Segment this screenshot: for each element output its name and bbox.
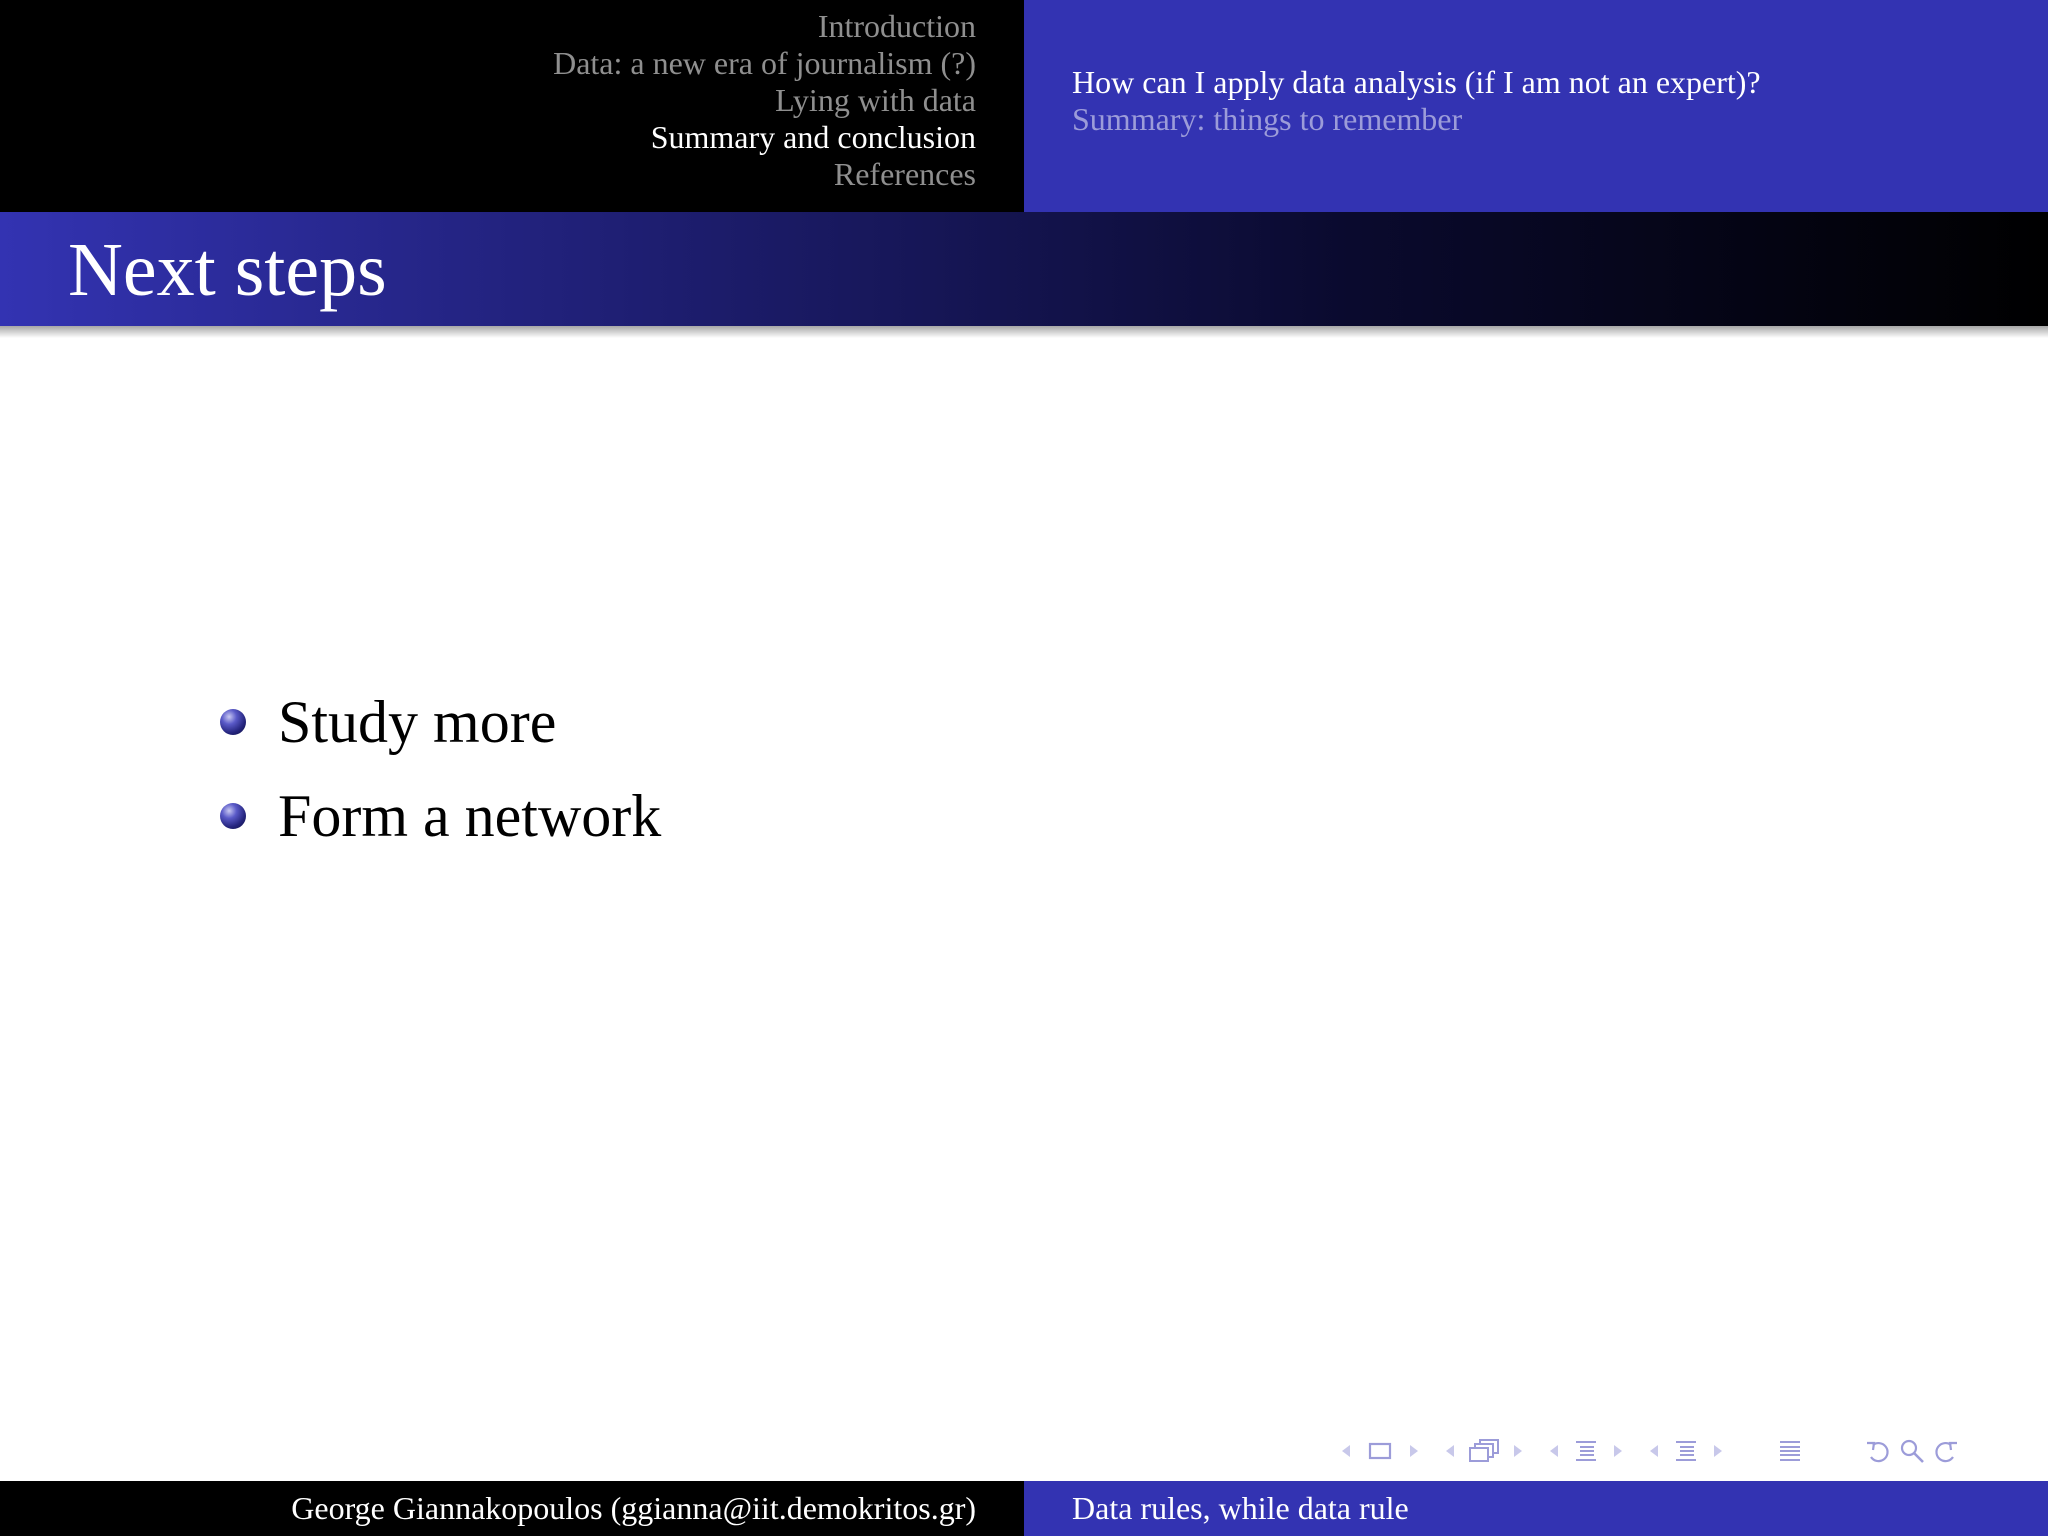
section-link-references[interactable]: References — [833, 156, 976, 192]
beamer-navigation-bar — [1336, 1436, 2036, 1466]
footer-title-panel — [1024, 1481, 2048, 1536]
arrow-right-icon — [1712, 1443, 1724, 1459]
bullet-text: Form a network — [278, 782, 662, 849]
section-navigation — [553, 8, 976, 193]
next-subsection-button[interactable] — [1512, 1443, 1524, 1459]
section-icon — [1574, 1439, 1598, 1463]
footer-author: George Giannakopoulos (ggianna@iit.demokritos.gr) — [291, 1490, 976, 1526]
frame-icon — [1368, 1442, 1392, 1460]
previous-frame-button[interactable] — [1340, 1443, 1352, 1459]
search-button[interactable] — [1898, 1437, 1926, 1465]
header-subsections-panel — [1024, 0, 2048, 212]
list-item — [220, 675, 661, 769]
forward-icon — [1932, 1437, 1960, 1465]
section-link-introduction[interactable]: Introduction — [817, 8, 976, 44]
footer-talk-title: Data rules, while data rule — [1072, 1490, 1409, 1526]
section-link-data-new-era[interactable]: Data: a new era of journalism (?) — [553, 45, 976, 81]
frame-title: Next steps — [68, 228, 387, 312]
frame-button[interactable] — [1368, 1442, 1392, 1460]
previous-section-button[interactable] — [1548, 1443, 1560, 1459]
bullet-ball-icon — [220, 803, 246, 829]
bullet-text: Study more — [278, 688, 557, 755]
next-section-button[interactable] — [1612, 1443, 1624, 1459]
previous-document-section-button[interactable] — [1648, 1443, 1660, 1459]
forward-button[interactable] — [1932, 1437, 1960, 1465]
arrow-left-icon — [1648, 1443, 1660, 1459]
back-button[interactable] — [1864, 1437, 1892, 1465]
search-icon — [1898, 1437, 1926, 1465]
subsection-navigation — [1072, 64, 1761, 138]
subsection-button[interactable] — [1468, 1438, 1500, 1464]
arrow-right-icon — [1408, 1443, 1420, 1459]
arrow-right-icon — [1612, 1443, 1624, 1459]
arrow-left-icon — [1340, 1443, 1352, 1459]
document-icon — [1778, 1439, 1802, 1463]
bullet-list — [220, 675, 661, 863]
arrow-left-icon — [1548, 1443, 1560, 1459]
section-icon — [1674, 1439, 1698, 1463]
document-button[interactable] — [1778, 1439, 1802, 1463]
previous-subsection-button[interactable] — [1444, 1443, 1456, 1459]
list-item — [220, 769, 661, 863]
document-section-button[interactable] — [1674, 1439, 1698, 1463]
subsection-link-summary-things-to-remember[interactable]: Summary: things to remember — [1072, 101, 1463, 137]
next-frame-button[interactable] — [1408, 1443, 1420, 1459]
back-icon — [1864, 1437, 1892, 1465]
arrow-left-icon — [1444, 1443, 1456, 1459]
subsection-link-apply-data-analysis[interactable]: How can I apply data analysis (if I am not an expert)? — [1072, 64, 1761, 100]
header-sections-panel — [0, 0, 1024, 212]
section-link-summary-and-conclusion[interactable]: Summary and conclusion — [650, 119, 976, 155]
section-link-lying-with-data[interactable]: Lying with data — [775, 82, 976, 118]
footer-author-panel — [0, 1481, 1024, 1536]
bullet-ball-icon — [220, 709, 246, 735]
subsection-icon — [1468, 1438, 1500, 1464]
next-document-section-button[interactable] — [1712, 1443, 1724, 1459]
section-button[interactable] — [1574, 1439, 1598, 1463]
title-bar-shadow — [0, 326, 2048, 338]
arrow-right-icon — [1512, 1443, 1524, 1459]
